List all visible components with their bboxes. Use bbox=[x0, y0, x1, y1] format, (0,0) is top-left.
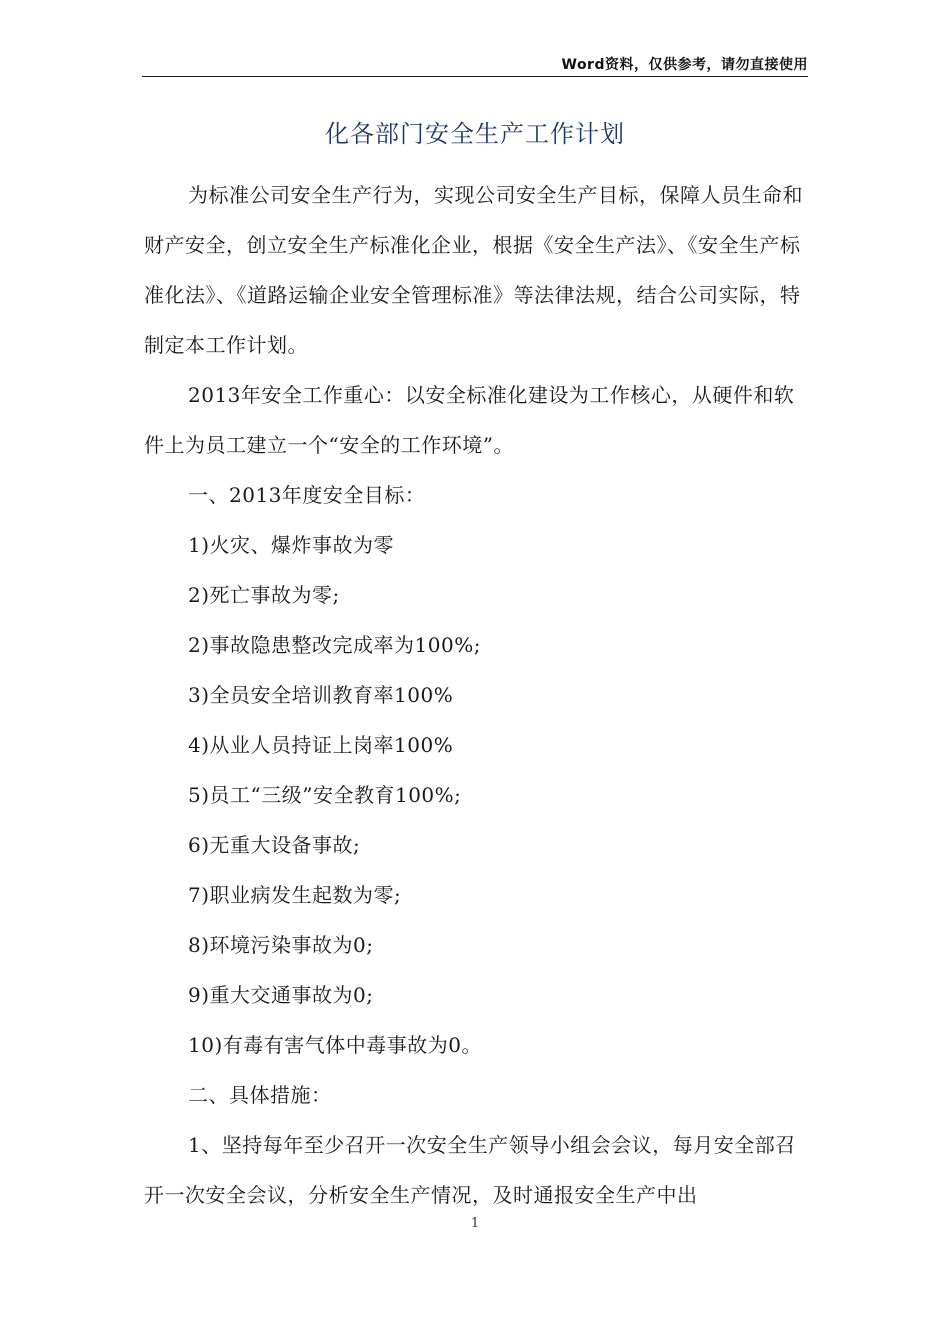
intro-paragraph: 为标准公司安全生产行为，实现公司安全生产目标，保障人员生命和财产安全，创立安全生产标准化企业，根据《安全生产法》、《安全生产标准化法》、《道路运输企业安全管理标准》等法律法规，结合公司实际，特制定本工作计划。 bbox=[144, 183, 803, 357]
section-heading-measures: 二、具体措施： bbox=[188, 1083, 332, 1107]
goal-item: 2)事故隐患整改完成率为100%; bbox=[188, 633, 481, 657]
goal-item: 1)火灾、爆炸事故为零 bbox=[188, 533, 395, 557]
header-note: Word资料，仅供参考，请勿直接使用 bbox=[561, 57, 808, 73]
goal-item: 5)员工“三级”安全教育100%; bbox=[188, 783, 462, 807]
goal-item: 6)无重大设备事故; bbox=[188, 833, 361, 857]
page-number: 1 bbox=[470, 1216, 480, 1231]
goal-item: 7)职业病发生起数为零; bbox=[188, 883, 402, 907]
focus-paragraph: 2013年安全工作重心：以安全标准化建设为工作核心，从硬件和软件上为员工建立一个“安全的工作环境”。 bbox=[144, 383, 795, 457]
goal-item: 2)死亡事故为零; bbox=[188, 583, 340, 607]
measure-paragraph: 1、坚持每年至少召开一次安全生产领导小组会会议，每月安全部召开一次安全会议，分析安全生产情况，及时通报安全生产中出 bbox=[144, 1133, 796, 1207]
header-rule bbox=[142, 76, 808, 77]
goal-item: 10)有毒有害气体中毒事故为0。 bbox=[188, 1033, 482, 1057]
document-title: 化各部门安全生产工作计划 bbox=[325, 120, 625, 148]
document-body bbox=[144, 170, 808, 1220]
goal-item: 8)环境污染事故为0; bbox=[188, 933, 374, 957]
goal-item: 3)全员安全培训教育率100% bbox=[188, 683, 454, 707]
goal-item: 9)重大交通事故为0; bbox=[188, 983, 374, 1007]
section-heading-goals: 一、2013年度安全目标： bbox=[188, 483, 426, 507]
goal-item: 4)从业人员持证上岗率100% bbox=[188, 733, 454, 757]
